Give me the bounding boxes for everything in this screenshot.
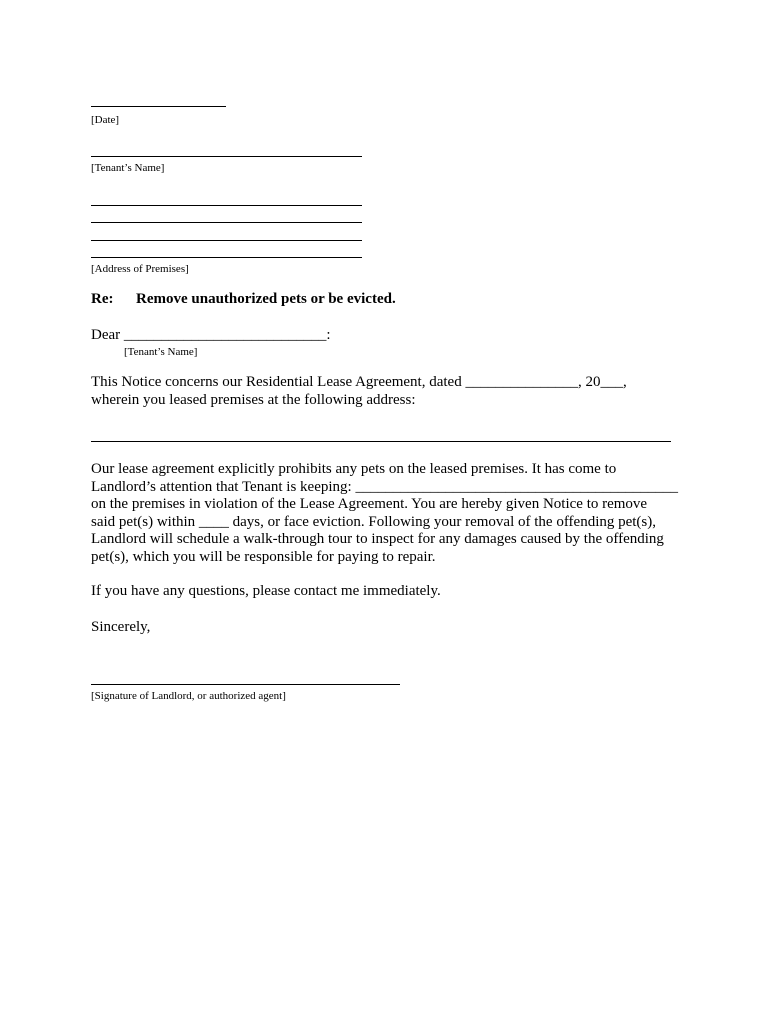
date-line — [91, 106, 226, 107]
premises-address-line — [91, 441, 671, 442]
address-line-2 — [91, 222, 362, 223]
signature-line — [91, 684, 400, 685]
salutation-name-label: [Tenant’s Name] — [124, 346, 198, 358]
paragraph-2-line-3: on the premises in violation of the Lease Agreement. You are hereby given Notice to remove — [91, 496, 648, 512]
address-line-3 — [91, 240, 362, 241]
address-line-4 — [91, 257, 362, 258]
closing-text: Sincerely, — [91, 619, 151, 635]
subject-prefix: Re: — [91, 291, 114, 307]
paragraph-2-line-2: Landlord’s attention that Tenant is keeping: ___________________________________________ — [91, 479, 678, 495]
paragraph-3-line-1: If you have any questions, please contact me immediately. — [91, 583, 441, 599]
paragraph-2-line-5: Landlord will schedule a walk-through tour to inspect for any damages caused by the offending — [91, 531, 664, 547]
tenant-name-line — [91, 156, 362, 157]
subject-text: Remove unauthorized pets or be evicted. — [136, 291, 396, 307]
salutation: Dear ___________________________: — [91, 327, 331, 343]
tenant-name-label: [Tenant’s Name] — [91, 162, 165, 174]
paragraph-1-line-1: This Notice concerns our Residential Lease Agreement, dated _______________, 20___, — [91, 374, 627, 390]
paragraph-1-line-2: wherein you leased premises at the following address: — [91, 392, 416, 408]
date-label: [Date] — [91, 114, 120, 126]
paragraph-2-line-1: Our lease agreement explicitly prohibits any pets on the leased premises. It has come to — [91, 461, 617, 477]
signature-label: [Signature of Landlord, or authorized agent] — [91, 690, 286, 702]
paragraph-2-line-6: pet(s), which you will be responsible for paying to repair. — [91, 549, 436, 565]
paragraph-2-line-4: said pet(s) within ____ days, or face eviction. Following your removal of the offending pet(s), — [91, 514, 657, 530]
address-label: [Address of Premises] — [91, 263, 189, 275]
address-line-1 — [91, 205, 362, 206]
